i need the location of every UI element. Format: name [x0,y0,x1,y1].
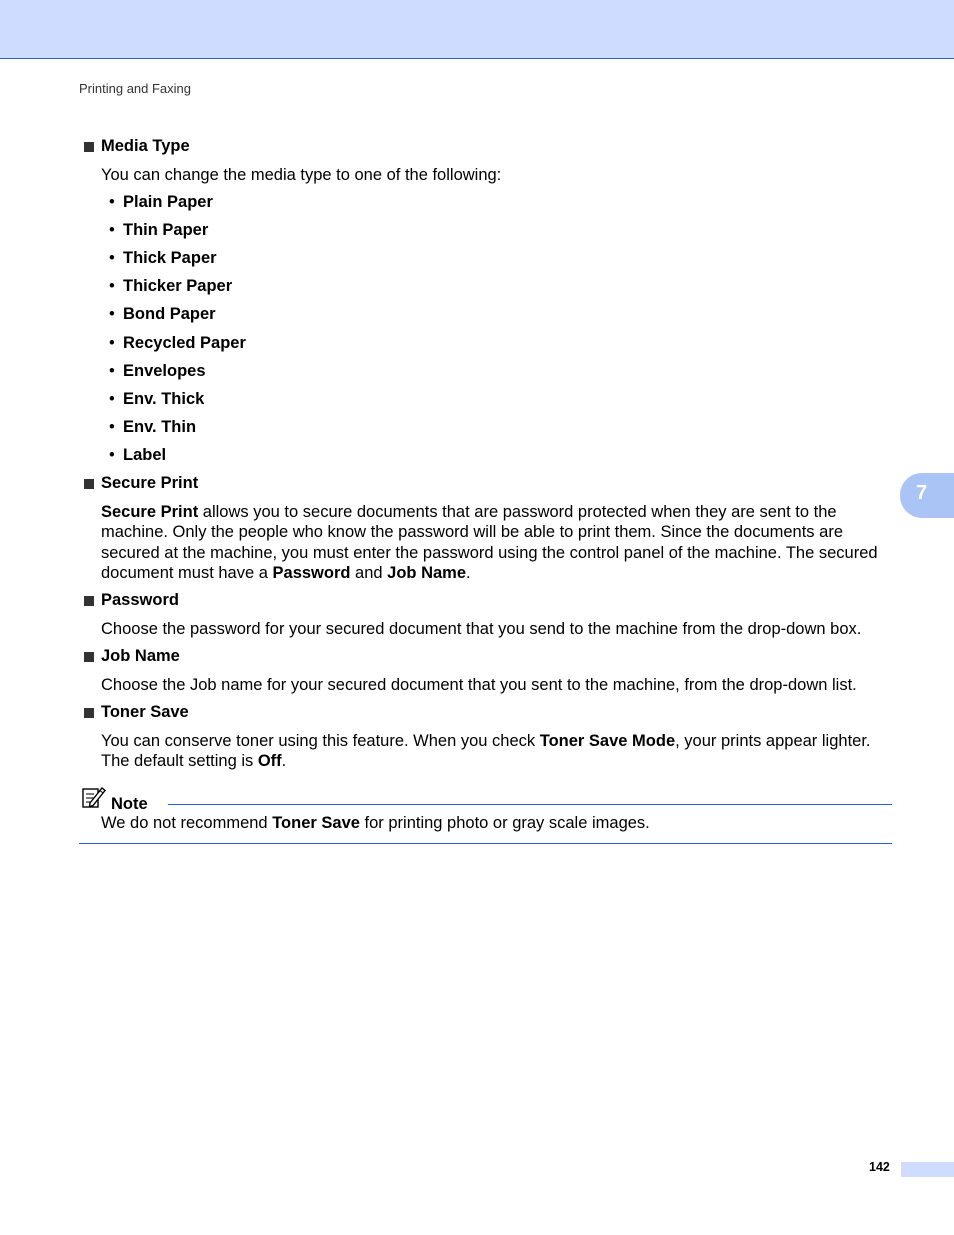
section-heading-password [84,591,179,610]
square-bullet-icon [84,596,94,606]
list-item: • Plain Paper [109,193,213,211]
square-bullet-icon [84,708,94,718]
note-divider-top [168,804,892,805]
section-heading-toner-save [84,703,189,722]
bullet-dot-icon: • [109,390,115,408]
bullet-dot-icon: • [109,221,115,239]
list-item: • Bond Paper [109,305,216,323]
list-item: • Thin Paper [109,221,209,239]
bullet-dot-icon: • [109,334,115,352]
square-bullet-icon [84,652,94,662]
note-pencil-icon [81,785,107,814]
bullet-dot-icon: • [109,249,115,267]
section-title: Secure Print [101,474,199,492]
list-item: • Thicker Paper [109,277,233,295]
password-description: Choose the password for your secured document that you send to the machine from the drop-down box. [101,620,862,638]
chapter-number: 7 [916,482,928,504]
page-number: 142 [869,1160,890,1174]
section-heading-job-name [84,647,180,666]
square-bullet-icon [84,142,94,152]
toner-save-description: You can conserve toner using this feature. When you check Toner Save Mode, your prints appear lighter. The default setting is Off. [101,732,871,771]
list-item: • Recycled Paper [109,334,246,352]
bullet-dot-icon: • [109,418,115,436]
section-heading-secure-print [84,474,198,493]
note-label: Note [111,795,148,813]
media-type-intro: You can change the media type to one of the following: [101,166,502,184]
section-title: Toner Save [101,703,189,721]
note-text: We do not recommend Toner Save for printing photo or gray scale images. [101,814,650,832]
bullet-dot-icon: • [109,362,115,380]
note-divider-bottom [79,843,892,844]
list-item: • Env. Thin [109,418,197,436]
note-heading [81,785,148,814]
header-band [0,0,954,59]
running-head: Printing and Faxing [79,81,192,96]
list-item: • Envelopes [109,362,206,380]
section-title: Media Type [101,137,190,155]
chapter-tab [900,473,954,518]
list-item: • Env. Thick [109,390,205,408]
list-item: • Label [109,446,167,464]
job-name-description: Choose the Job name for your secured document that you sent to the machine, from the drop-down list. [101,676,857,694]
section-heading-media-type [84,137,190,156]
list-item: • Thick Paper [109,249,217,267]
section-title: Password [101,591,179,609]
section-title: Job Name [101,647,180,665]
bullet-dot-icon: • [109,446,115,464]
square-bullet-icon [84,479,94,489]
bullet-dot-icon: • [109,305,115,323]
bullet-dot-icon: • [109,193,115,211]
secure-print-description: Secure Print allows you to secure documents that are password protected when they are sent to the machine. Only the people who know the password will be able to print them. Since the documents are secured at the machine, you must enter the password using the control panel of the machine. The secured document must have a Password and Job Name. [101,503,878,582]
bullet-dot-icon: • [109,277,115,295]
page-number-tab [901,1162,954,1177]
